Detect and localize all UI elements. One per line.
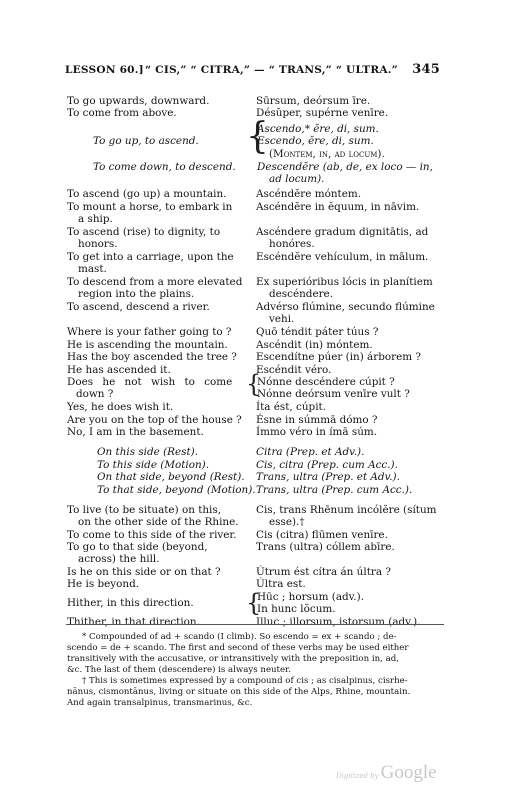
left-line: Thither, in that direction. [67,616,200,628]
right-line: Trans, ultra (Prep. et Adv.). [256,471,400,483]
right-line: Quō téndit páter túus ? [256,326,379,338]
brace-ascend: { [246,116,269,157]
right-line: Nónne descéndere cúpit ? [257,376,395,388]
right-line: Escendítne púer (in) árborem ? [256,351,421,363]
left-line: Does he not wish to come [67,376,233,388]
left-line: To ascend (rise) to dignity, to [67,226,221,238]
right-line: Sūrsum, deórsum īre. [256,95,371,107]
right-line: Útrum ést cítra án últra ? [256,566,391,578]
right-line: Ascéndit (in) móntem. [256,339,373,351]
right-line: (Montem, in, ad locum). [269,148,385,160]
right-line: Ascéndĕre in ĕquum, in nāvim. [256,201,420,213]
footnote-line: &c. The last of them (descendere) is always neuter. [67,665,291,675]
right-line: descéndere. [269,288,334,300]
left-line: To come down, to descend. [93,161,236,173]
left-line: To go up, to ascend. [93,135,199,147]
left-line: To mount a horse, to embark in [67,201,233,213]
page-number: 345 [412,62,440,77]
left-line: To descend from a more elevated [67,276,243,288]
right-line: Ex superióribus lócis in planítiem [256,276,433,288]
left-line: down ? [76,388,114,400]
right-line: Descendĕre (ab, de, ex loco — in, [257,161,433,173]
left-line: mast. [78,263,107,275]
right-line: honóres. [269,238,315,250]
watermark-brand: Google [380,762,437,783]
right-line: Últra est. [256,578,306,590]
left-line: To go upwards, downward. [67,95,210,107]
right-line: Ascéndĕre móntem. [256,188,361,200]
left-line: To that side, beyond (Motion). [97,484,256,496]
left-line: Where is your father going to ? [67,326,232,338]
footnote-line: * Compounded of ad + scando (I climb). So escendo = ex + scando ; de- [82,632,397,642]
right-line: Escéndit véro. [256,364,332,376]
right-line: esse).† [269,516,305,528]
left-line: on the other side of the Rhine. [78,516,239,528]
right-line: ad locum). [269,173,325,185]
right-line: Ímmo véro in ímā súm. [256,426,378,438]
running-header [65,62,440,78]
left-line: across) the hill. [78,553,160,565]
lesson-label: LESSON 60.] [65,64,144,76]
left-line: To this side (Motion). [97,459,210,471]
left-line: To ascend, descend a river. [67,301,210,313]
left-line: To come to this side of the river. [67,529,237,541]
right-line: Cis, citra (Prep. cum Acc.). [256,459,398,471]
digitized-watermark [336,762,437,784]
left-line: Is he on this side or on that ? [67,566,221,578]
footnote-line: transitively with the accusative, or intransitively with the preposition in, ad, [67,654,399,664]
footnote-line: And again transalpinus, transmarinus, &c. [67,698,253,708]
left-line: Hither, in this direction. [67,597,194,609]
footnote-line: scendo = de + scando. The first and second of these verbs may be used either [67,643,409,653]
left-line: To live (to be situate) on this, [67,504,222,516]
header-caption: “ CIS,” “ CITRA,” — “ TRANS,” “ ULTRA.” [145,64,398,76]
right-line: Citra (Prep. et Adv.). [256,446,365,458]
left-line: On this side (Rest). [97,446,198,458]
left-line: Has the boy ascended the tree ? [67,351,237,363]
right-line: vehi. [269,313,295,325]
right-line: Nónne deórsum venīre vult ? [257,388,410,400]
left-line: Yes, he does wish it. [67,401,174,413]
right-line: Désŭper, supérne venīre. [256,107,389,119]
right-line: Escéndĕre vehículum, in mālum. [256,251,429,263]
footnote-line: nānus, cismontānus, living or situate on this side of the Alps, Rhine, mountain. [67,687,411,697]
watermark-prefix: Digitized by [336,772,379,780]
left-line: He is beyond. [67,578,140,590]
left-line: No, I am in the basement. [67,426,204,438]
right-line: Illuc ; illorsum, istorsum (adv.). [256,616,421,628]
right-line: Ascendo,* ĕre, di, sum. [257,123,379,135]
left-line: a ship. [78,213,113,225]
right-line: In hunc lŏcum. [257,603,336,615]
right-line: Trans (ultra) cóllem abīre. [256,541,395,553]
brace-hither: { [246,589,262,617]
right-line: Escendo, ĕre, di, sum. [257,135,374,147]
footnote-rule [66,624,444,625]
right-line: Cis, trans Rhēnum incólĕre (sítum [256,504,437,516]
right-line: Ésne in súmmā dómo ? [256,414,378,426]
right-line: Advérso flúmine, secundo flúmine [256,301,435,313]
left-line: Are you on the top of the house ? [67,414,242,426]
left-line: To ascend (go up) a mountain. [67,188,227,200]
brace-down: { [246,370,262,398]
left-line: On that side, beyond (Rest). [97,471,245,483]
left-line: region into the plains. [78,288,195,300]
left-line: He is ascending the mountain. [67,339,228,351]
left-line: honors. [78,238,118,250]
right-line: Cis (citra) flūmen venīre. [256,529,388,541]
right-line: Íta ést, cúpit. [256,401,327,413]
right-line: Trans, ultra (Prep. cum Acc.). [256,484,413,496]
footnote-line: † This is sometimes expressed by a compound of cis ; as cisalpinus, cisrhe- [82,676,408,686]
right-line: Ascéndere gradum dignitātis, ad [256,226,429,238]
left-line: To come from above. [67,107,177,119]
right-line: Hūc ; horsum (adv.). [257,591,364,603]
left-line: He has ascended it. [67,364,171,376]
left-line: To get into a carriage, upon the [67,251,234,263]
left-line: To go to that side (beyond, [67,541,208,553]
